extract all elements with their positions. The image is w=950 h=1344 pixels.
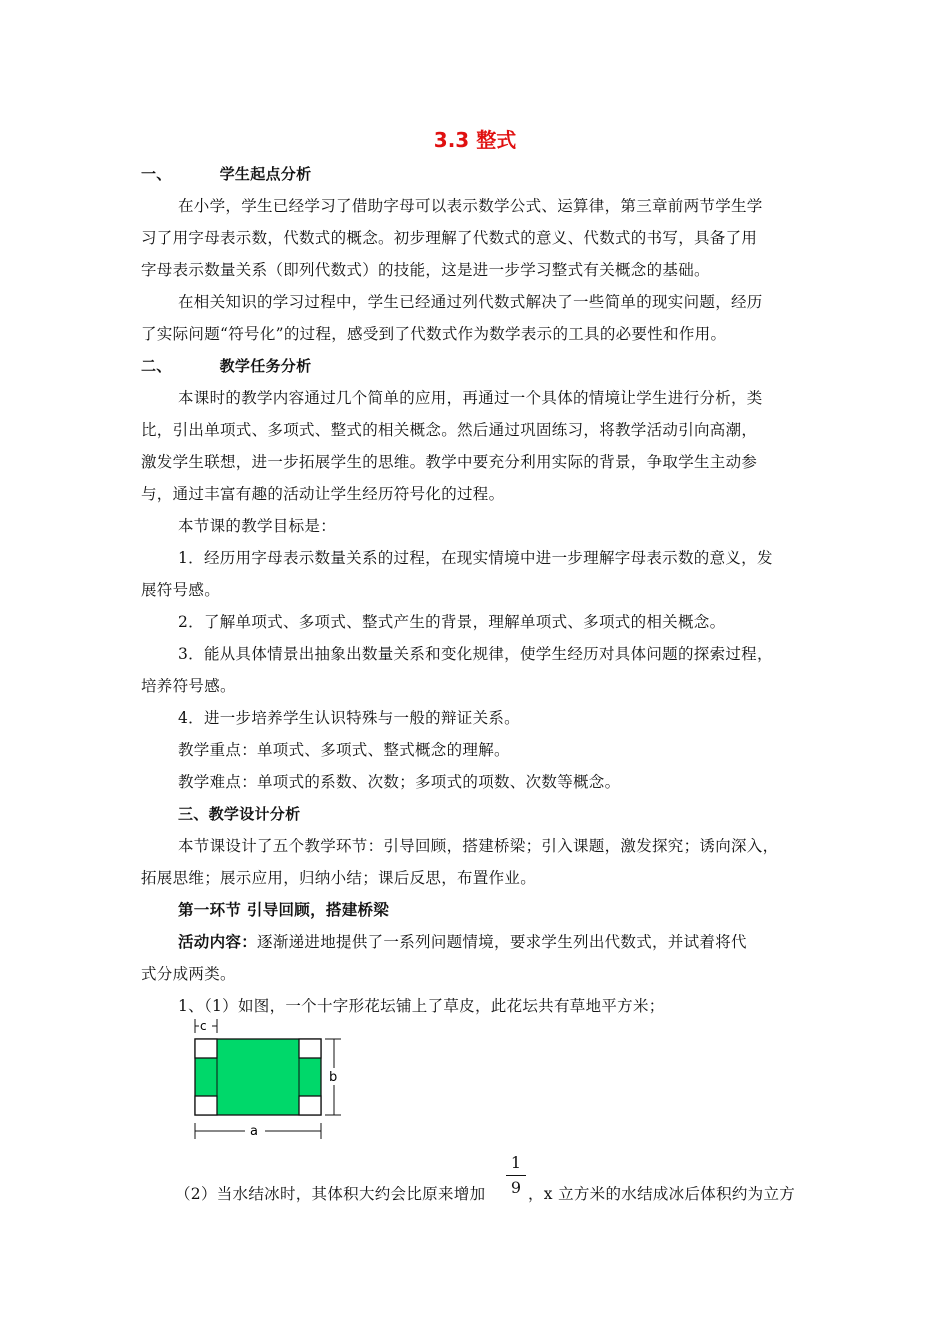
- paragraph-line: 字母表示数量关系（即列代数式）的技能，这是进一步学习整式有关概念的基础。: [141, 261, 710, 279]
- goal-item: 1．经历用字母表示数量关系的过程，在现实情境中进一步理解字母表示数的意义，发: [178, 549, 773, 567]
- paragraph-line: 习了用字母表示数，代数式的概念。初步理解了代数式的意义、代数式的书写，具备了用: [141, 229, 758, 247]
- paragraph-line: 式分成两类。: [141, 965, 236, 983]
- question-2-post: ，x 立方米的水结成冰后体积约为立方: [528, 1185, 796, 1203]
- question-1: 1、（1）如图，一个十字形花坛铺上了草皮，此花坛共有草地平方米；: [178, 997, 665, 1015]
- activity-text: 逐渐递进地提供了一系列问题情境，要求学生列出代数式，并试着将代: [257, 933, 747, 951]
- cross-flowerbed-figure: [185, 1015, 355, 1145]
- label-b: b: [329, 1070, 338, 1085]
- paragraph-line: 本节课设计了五个教学环节：引导回顾，搭建桥梁；引入课题，激发探究；诱向深入，: [178, 837, 779, 855]
- paragraph-line: 在小学，学生已经学习了借助字母可以表示数学公式、运算律，第三章前两节学生学: [178, 197, 763, 215]
- section-heading-3: 三、教学设计分析: [178, 805, 301, 823]
- paragraph-line: 本课时的教学内容通过几个简单的应用，再通过一个具体的情境让学生进行分析，类: [178, 389, 763, 407]
- section-name: 教学任务分析: [219, 357, 312, 375]
- label-a: a: [250, 1124, 258, 1139]
- label-c: c: [200, 1019, 207, 1033]
- section-heading-1: [141, 164, 821, 184]
- paragraph-line: 在相关知识的学习过程中，学生已经通过列代数式解决了一些简单的现实问题，经历: [178, 293, 763, 311]
- paragraph-line: 激发学生联想，进一步拓展学生的思维。教学中要充分利用实际的背景，争取学生主动参: [141, 453, 758, 471]
- section-name: 学生起点分析: [219, 165, 312, 183]
- goal-intro: 本节课的教学目标是：: [178, 517, 337, 535]
- stage-heading: 第一环节 引导回顾，搭建桥梁: [178, 901, 390, 919]
- page-title: 3.3 整式: [433, 128, 517, 152]
- dimension-c: [195, 1019, 217, 1033]
- flowerbed-corner-bottom-right: [299, 1096, 321, 1115]
- goal-item: 3．能从具体情景出抽象出数量关系和变化规律，使学生经历对具体问题的探索过程，: [178, 645, 773, 663]
- paragraph-line: 与，通过丰富有趣的活动让学生经历符号化的过程。: [141, 485, 505, 503]
- section-number: 二、: [141, 357, 172, 375]
- flowerbed-corner-top-left: [195, 1039, 217, 1058]
- section-number: 一、: [141, 165, 172, 183]
- goal-item-cont: 培养符号感。: [141, 677, 236, 695]
- flowerbed-corner-bottom-left: [195, 1096, 217, 1115]
- goal-item-cont: 展符号感。: [141, 581, 221, 599]
- fraction-numerator: 1: [510, 1153, 522, 1172]
- question-2-pre: （2）当水结冰时，其体积大约会比原来增加: [175, 1185, 486, 1203]
- flowerbed-corner-top-right: [299, 1039, 321, 1058]
- goal-item: 4．进一步培养学生认识特殊与一般的辩证关系。: [178, 709, 520, 727]
- paragraph-line: 了实际问题“符号化”的过程，感受到了代数式作为数学表示的工具的必要性和作用。: [141, 325, 727, 343]
- fraction-bar: [506, 1175, 526, 1176]
- fraction-denominator: 9: [510, 1178, 522, 1197]
- paragraph-line: 比，引出单项式、多项式、整式的相关概念。然后通过巩固练习，将教学活动引向高潮，: [141, 421, 758, 439]
- dimension-a: [195, 1123, 321, 1139]
- activity-line: [178, 932, 858, 952]
- key-point: 教学重点：单项式、多项式、整式概念的理解。: [178, 741, 510, 759]
- difficulty: 教学难点：单项式的系数、次数；多项式的项数、次数等概念。: [178, 773, 621, 791]
- dimension-b: [325, 1039, 341, 1115]
- paragraph-line: 拓展思维；展示应用，归纳小结；课后反思，布置作业。: [141, 869, 537, 887]
- section-heading-2: [141, 356, 821, 376]
- activity-label: 活动内容：: [178, 933, 258, 951]
- goal-item: 2．了解单项式、多项式、整式产生的背景，理解单项式、多项式的相关概念。: [178, 613, 726, 631]
